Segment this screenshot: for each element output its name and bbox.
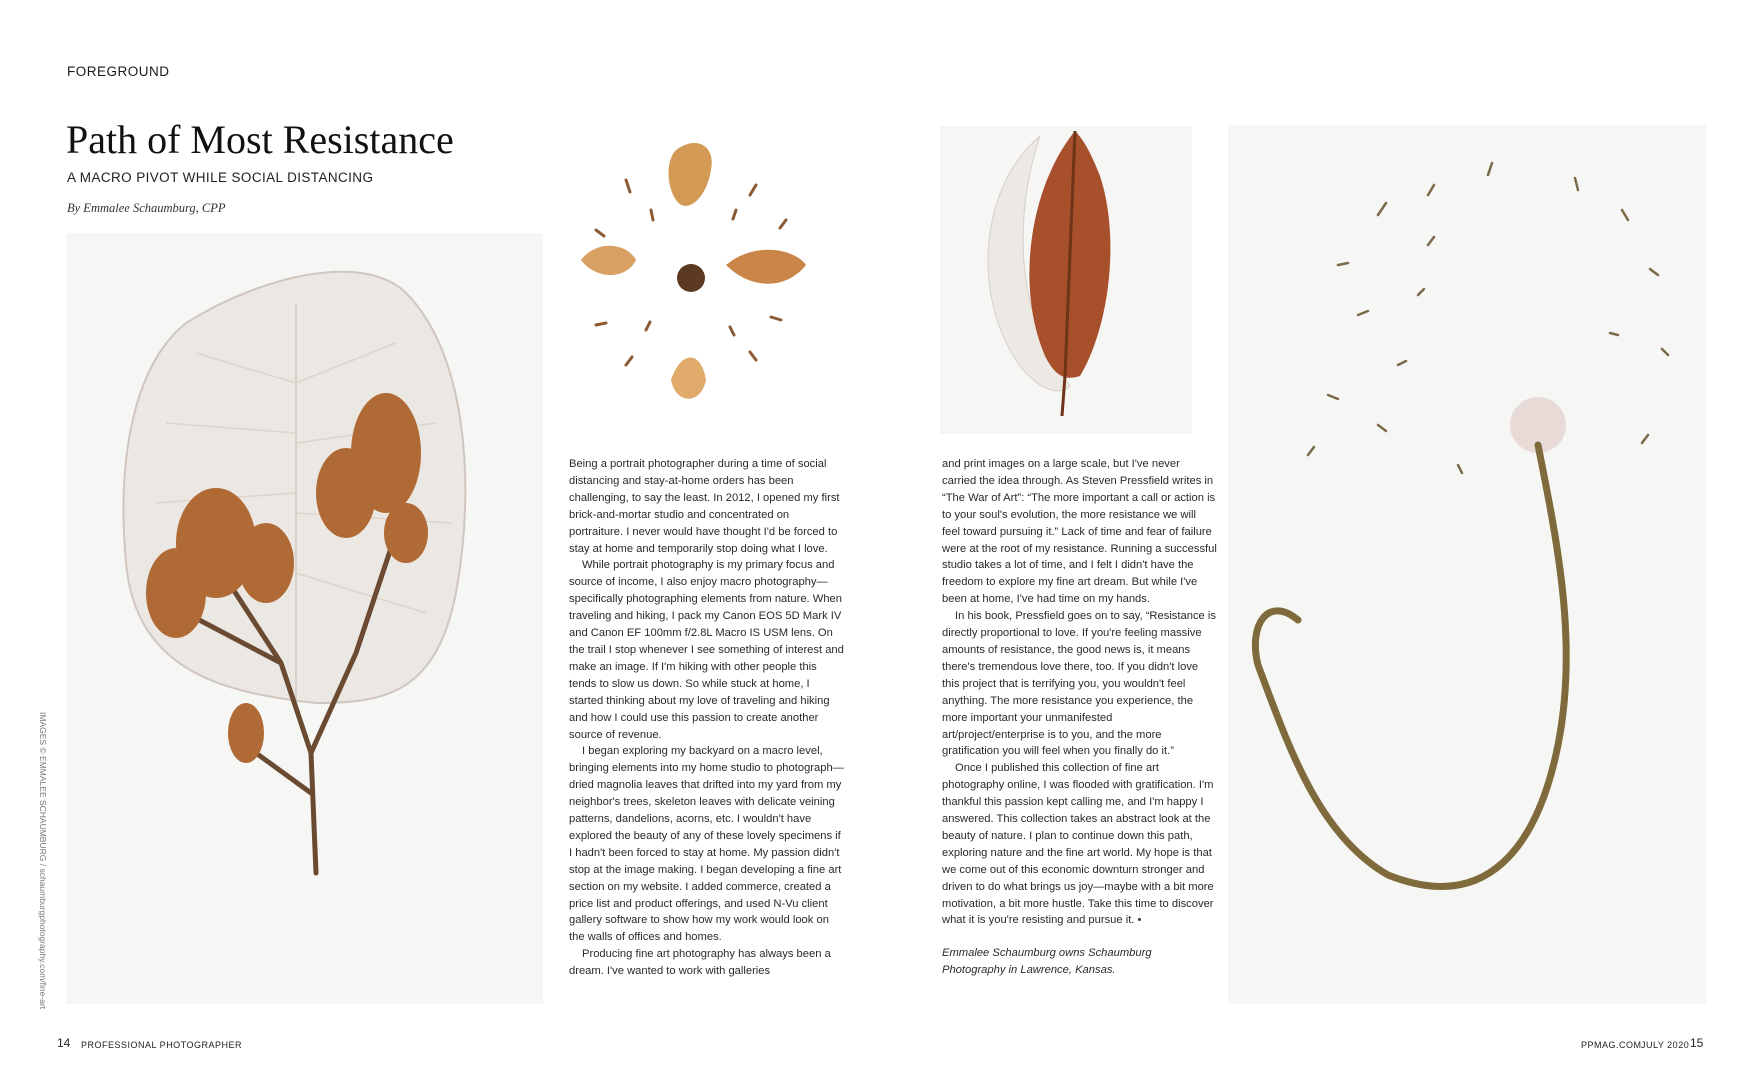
- body-paragraph: In his book, Pressfield goes on to say, “Resistance is directly proportional to love. If you're feeling massive amounts of resistance, the good news is, it means there's tremendous love there, too. If you didn't love this project that is terrifying you, you wouldn't feel anything. The more resistance you experience, the more important your unmanifested art/project/enterprise is to you, and the more gratification you will feel when you finally do it.”: [942, 610, 1216, 758]
- article-subtitle: A MACRO PIVOT WHILE SOCIAL DISTANCING: [67, 170, 374, 185]
- skeleton-leaf-branch-illustration: [66, 233, 543, 1004]
- photo-magnolia-leaf: [940, 126, 1192, 434]
- body-paragraph: While portrait photography is my primary focus and source of income, I also enjoy macro photography—specifically photographing elements from nature. When traveling and hiking, I pack my Canon EOS 5D Mark IV and Canon EF 100mm f/2.8L Macro IS USM lens. On the trail I stop whenever I see something of interest and make an image. If I'm hiking with other people this tends to slow us down. So while stuck at home, I started thinking about my love of traveling and hiking and how I could use this passion to create another source of revenue.: [569, 559, 844, 741]
- body-paragraph: I began exploring my backyard on a macro level, bringing elements into my home studio to photograph—dried magnolia leaves that drifted into my yard from my neighbor's trees, skeleton leaves with delicate veining patterns, dandelions, acorns, etc. I wouldn't have explored the beauty of any of these lovely specimens if I hadn't been forced to stay at home. My passion didn't stop at the image making. I began developing a fine art section on my website. I added commerce, created a price list and product offerings, and used N-Vu client gallery software to show how my work would look on the walls of offices and homes.: [569, 745, 844, 944]
- right-issue-date: JULY 2020: [1641, 1040, 1690, 1050]
- left-publication-name: PROFESSIONAL PHOTOGRAPHER: [81, 1040, 243, 1050]
- dandelion-illustration: [1228, 125, 1706, 1004]
- magnolia-leaf-illustration: [940, 126, 1192, 434]
- photo-petal-circle: [566, 130, 821, 425]
- body-paragraph: Producing fine art photography has always been a dream. I've wanted to work with galleries: [569, 948, 831, 978]
- right-page-number: 15: [1690, 1036, 1704, 1050]
- photo-dandelion: [1228, 125, 1706, 1004]
- author-bio: Emmalee Schaumburg owns Schaumburg Photography in Lawrence, Kansas.: [942, 947, 1152, 977]
- byline: By Emmalee Schaumburg, CPP: [67, 201, 226, 215]
- photo-skeleton-leaf-branch: [66, 233, 543, 1004]
- body-column-2: [942, 456, 1217, 979]
- section-label: FOREGROUND: [67, 64, 170, 79]
- body-column-1: [569, 456, 844, 980]
- image-credit: IMAGES © EMMALEE SCHAUMBURG / schaumburgphotography.com/fine-art: [38, 712, 48, 1010]
- right-site-name: PPMAG.COM: [1581, 1040, 1642, 1050]
- body-paragraph: Being a portrait photographer during a time of social distancing and stay-at-home orders has been challenging, to say the least. In 2012, I opened my first brick-and-mortar studio and concentrated on portraiture. I never would have thought I'd be forced to stay at home and temporarily stop doing what I love.: [569, 458, 840, 555]
- body-paragraph: and print images on a large scale, but I've never carried the idea through. As Steven Pressfield writes in “The War of Art”: “The more important a call or action is to your soul's evolution, the more resistance we will feel toward pursuing it.” Lack of time and fear of failure were at the root of my resistance. Running a successful studio takes a lot of time, and I felt I didn't have the freedom to explore my fine art dream. But while I've been at home, I've had time on my hands.: [942, 458, 1217, 606]
- left-page-number: 14: [57, 1036, 71, 1050]
- petal-circle-illustration: [566, 130, 821, 425]
- body-paragraph: Once I published this collection of fine art photography online, I was flooded with gratification. I'm thankful this passion kept calling me, and I'm happy I answered. This collection takes an abstract look at the beauty of nature. I plan to continue down this path, exploring nature and the fine art world. My hope is that we come out of this economic downturn stronger and driven to do what brings us joy—maybe with a bit more motivation, a bit more hustle. Take this time to discover what it is you're resisting and pursue it. •: [942, 762, 1214, 927]
- article-title: Path of Most Resistance: [66, 117, 454, 162]
